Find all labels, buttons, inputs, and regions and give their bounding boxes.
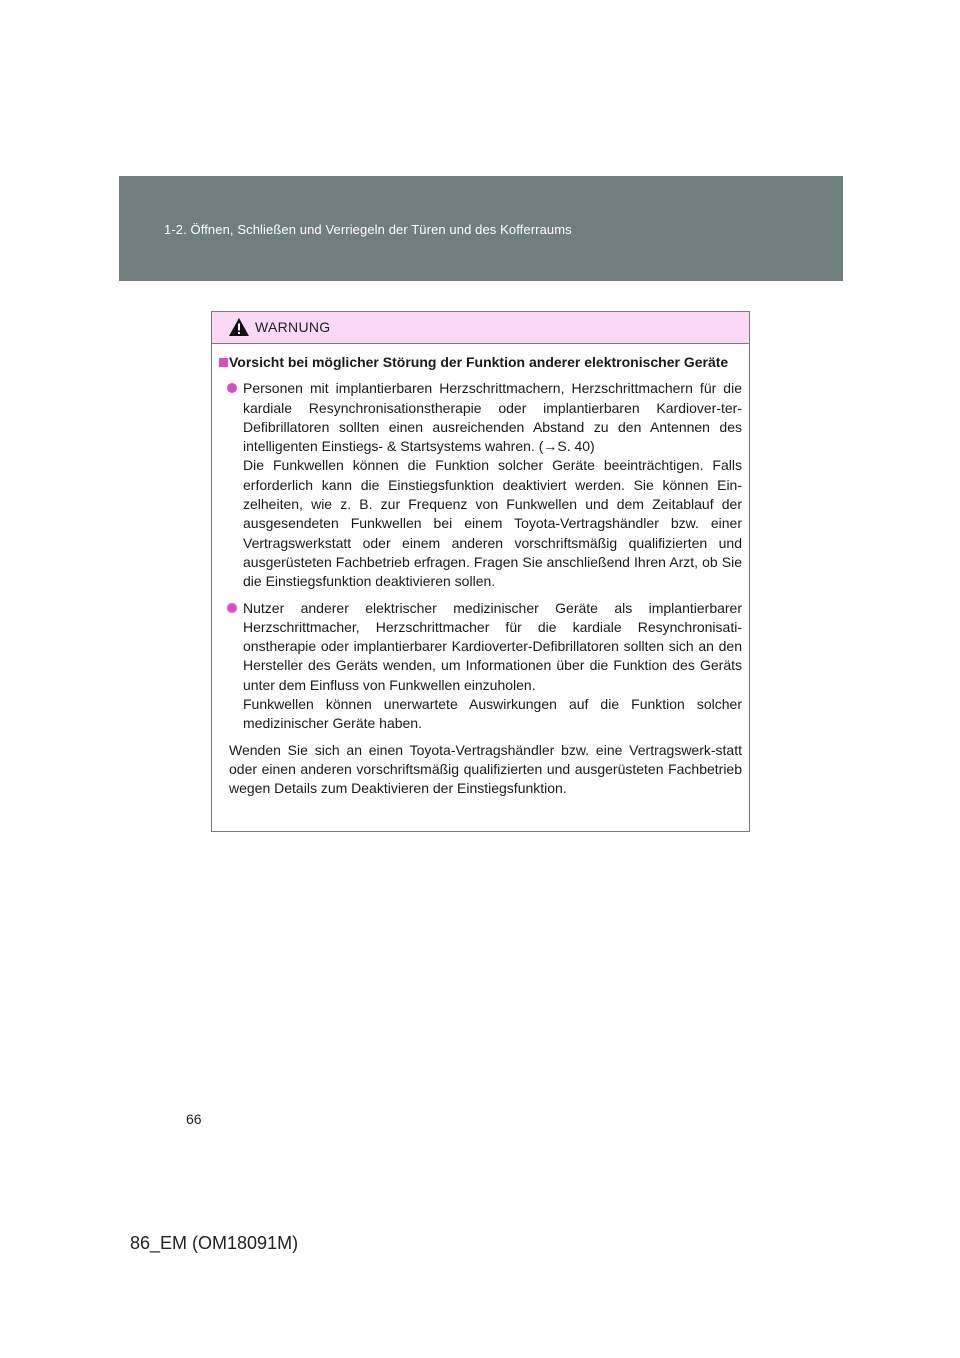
- warning-closing-paragraph: Wenden Sie sich an einen Toyota-Vertragshändler bzw. eine Vertragswerk-statt oder einen anderen vorschriftsmäßig qualifizierten und ausgerüsteten Fachbetrieb wegen Details zum Deaktivieren der Einstiegsfunktion.: [229, 741, 742, 797]
- warning-header: [212, 312, 749, 344]
- section-header-band: [119, 176, 843, 281]
- warning-section-title: [219, 353, 742, 372]
- warning-section-title-text: Vorsicht bei möglicher Störung der Funktion anderer elektronischer Geräte: [229, 354, 729, 370]
- warning-bullet: [219, 379, 742, 591]
- bullet-dot-icon: [227, 603, 237, 613]
- page-number: 66: [186, 1111, 202, 1127]
- warning-box: [211, 311, 750, 832]
- warning-label: WARNUNG: [255, 319, 331, 335]
- warning-body: [212, 344, 749, 799]
- bullet-dot-icon: [227, 383, 237, 393]
- bullet-paragraph: Personen mit implantierbaren Herzschrittmachern, Herzschrittmachern für die kardiale Resynchronisationstherapie oder implantierbaren Kardiover-ter-Defibrillatoren sollten einen ausreichenden Abstand zu den Antennen des intelligenten Einstiegs- & Startsystems wahren. (→S. 40): [243, 380, 742, 455]
- warning-bullet: [219, 599, 742, 734]
- bullet-paragraph: Die Funkwellen können die Funktion solcher Geräte beeinträchtigen. Falls erforderlich kann die Einstiegsfunktion deaktiviert werden. Sie können Ein-zelheiten, wie z. B. zur Frequenz von Funkwellen und dem Zeitablauf der ausgesendeten Funkwellen bei einem Toyota-Vertragshändler bzw. einer Vertragswerkstatt oder einem anderen vorschriftsmäßig qualifizierten und ausgerüsteten Fachbetrieb erfragen. Fragen Sie anschließend Ihren Arzt, ob Sie die Einstiegsfunktion deaktivieren sollen.: [243, 457, 742, 590]
- section-square-marker-icon: [219, 358, 228, 367]
- document-code: 86_EM (OM18091M): [130, 1233, 299, 1253]
- bullet-paragraph: Nutzer anderer elektrischer medizinischer Geräte als implantierbarer Herzschrittmacher, Herzschrittmacher für die kardiale Resynchronisati-onstherapie oder implantierbarer Kardioverter-Defibrillatoren sollten sich an den Hersteller des Geräts wenden, um Informationen über die Funktion des Geräts unter dem Einfluss von Funkwellen einzuholen.: [243, 599, 742, 693]
- bullet-paragraph: Funkwellen können unerwartete Auswirkungen auf die Funktion solcher medizinischer Geräte haben.: [243, 696, 742, 732]
- section-title: 1-2. Öffnen, Schließen und Verriegeln der Türen und des Kofferraums: [164, 222, 572, 237]
- warning-triangle-icon: [228, 317, 250, 337]
